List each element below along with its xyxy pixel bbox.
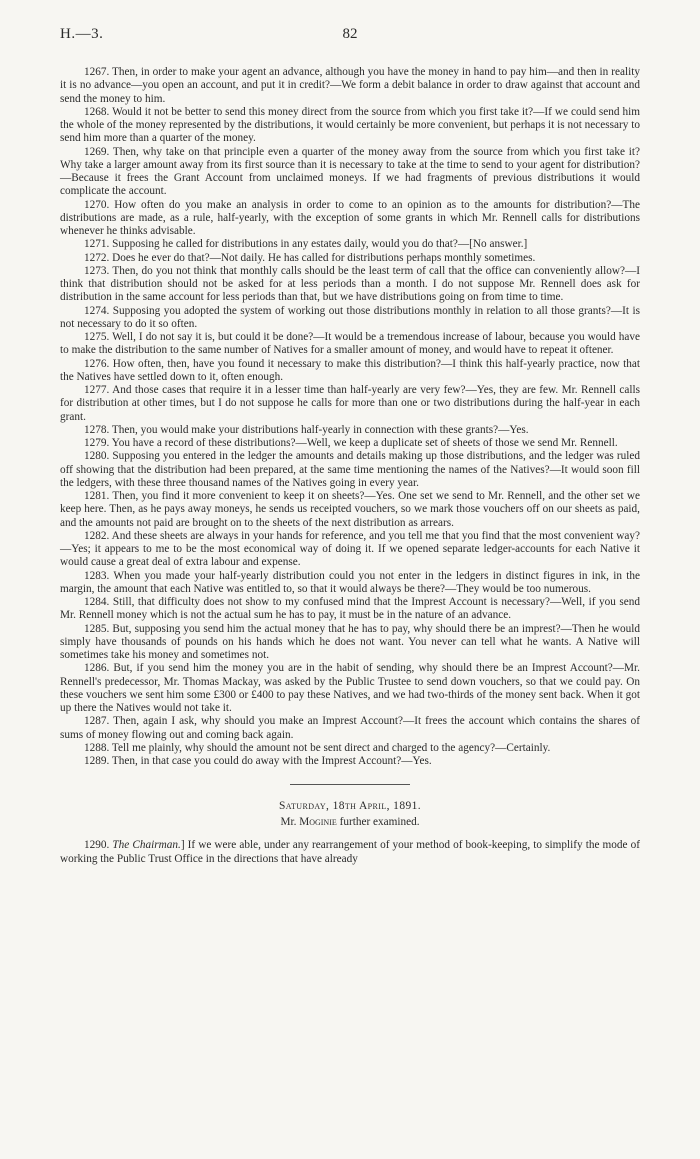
question-text: ] If we were able, under any rearrangement of your method of book-keeping, to simplify the mode of working the Public Trust Office in the directions that have already: [60, 839, 640, 865]
question-paragraph: 1279. You have a record of these distributions?—Well, we keep a duplicate set of sheets of those we send Mr. Rennell.: [84, 437, 618, 449]
question-number: 1290.: [84, 839, 113, 852]
question-paragraph: 1271. Supposing he called for distributions in any estates daily, would you do that?—[No answer.]: [84, 238, 528, 251]
witness-prefix: Mr.: [280, 816, 300, 829]
question-paragraph: 1285. But, supposing you send him the actual money that he has to pay, why should there be an imprest?—Then he would simply have thousands of pounds on his hands which he does not want. You never can tell what he wants. A Native will sometimes take his money and sometimes not.: [60, 622, 640, 661]
section-divider: [290, 784, 410, 785]
witness-name: Moginie: [299, 816, 337, 829]
question-paragraph: 1282. And these sheets are always in your hands for reference, and you tell me that you find that the most convenient way?—Yes; it appears to me to be the most economical way of doing it. If we opened separate ledger-accounts for each Native it would cause a great deal of extra labour and expense.: [60, 529, 640, 569]
question-paragraph: 1278. Then, you would make your distributions half-yearly in connection with these grants?—Yes.: [84, 423, 529, 436]
question-paragraph: 1273. Then, do you not think that monthly calls should be the least term of call that the office can conveniently allow?—I think that distribution should not be asked for at less periods than a month. I do not suppose Mr. Rennell does ask for distribution in the same account for less periods than that, but we have distributions going on from time to time.: [60, 264, 640, 304]
question-paragraph: 1277. And those cases that require it in a lesser time than half-yearly are very few?—Yes, they are few. Mr. Rennell calls for distribution at other times, but I do not suppose he calls for more than one or two distributions during the half-year in each grant.: [60, 384, 640, 423]
paper-reference: H.—3.: [60, 26, 104, 42]
witness-line: [60, 815, 640, 829]
question-paragraph: 1270. How often do you make an analysis in order to come to an opinion as to the amounts for distribution?—The distributions are made, as a rule, half-yearly, with the exception of some grants in which Mr. Rennell calls for distributions whenever he thinks advisable.: [60, 198, 640, 237]
question-paragraph: 1281. Then, you find it more convenient to keep it on sheets?—Yes. One set we send to Mr. Rennell, and the other set we keep here. Then, as he pays away moneys, he sends us receipted vouchers, so we mark those vouchers off on our sheets as paid, and the amounts not paid are brought on to the sheets of the next distribution as arrears.: [60, 490, 640, 529]
speaker-name: The Chairman.: [112, 839, 181, 852]
evidence-body: [60, 66, 640, 866]
question-paragraph: 1284. Still, that difficulty does not show to my confused mind that the Imprest Account is necessary?—Well, if you send Mr. Rennell money which is not the actual sum he has to pay, it must be in the nature of an advance.: [60, 596, 640, 622]
question-paragraph: 1287. Then, again I ask, why should you make an Imprest Account?—It frees the account which contains the shares of sums of money flowing out and coming back again.: [60, 715, 640, 741]
question-paragraph: 1275. Well, I do not say it is, but could it be done?—It would be a tremendous increase of labour, because you would have to make the distribution to the same number of Natives for a smaller amount of money, and would have to repeat it oftener.: [60, 331, 640, 357]
question-paragraph: 1289. Then, in that case you could do away with the Imprest Account?—Yes.: [84, 755, 432, 767]
session-date: Saturday, 18th April, 1891.: [278, 800, 422, 813]
question-paragraph: 1283. When you made your half-yearly distribution could you not enter in the ledgers in distinct figures in ink, in the margin, the amount that each Native was entitled to, so that it would always be there?—They would be too numerous.: [60, 569, 640, 595]
question-paragraph: [60, 839, 640, 866]
witness-suffix: further examined.: [336, 816, 420, 829]
question-paragraph: 1280. Supposing you entered in the ledger the amounts and details making up those distributions, and the ledger was ruled off showing that the distribution had been prepared, at the same time mentioning the names of the Natives?—It would soon fill the ledgers, with these three thousand names of the Natives going in every year.: [60, 450, 640, 489]
question-paragraph: 1269. Then, why take on that principle even a quarter of the money away from the source from which you first take it? Why take a larger amount away from its first source than it is necessary to take at the time to send to your agent for distribution?—Because it frees the Grant Account from unclaimed moneys. If we had fragments of previous distributions it would complicate the account.: [60, 145, 640, 198]
page-header: [60, 26, 640, 54]
question-paragraph: 1276. How often, then, have you found it necessary to make this distribution?—I think this half-yearly practice, now that the Natives have settled down to it, often enough.: [60, 357, 640, 383]
question-paragraph: 1288. Tell me plainly, why should the amount not be sent direct and charged to the agency?—Certainly.: [84, 741, 551, 754]
question-paragraph: 1267. Then, in order to make your agent an advance, although you have the money in hand to pay him—and then in reality it is no advance—you open an account, and put it in credit?—We form a debit balance in order to draw against that account and send the money to him.: [60, 66, 640, 105]
page-number: 82: [342, 26, 358, 42]
question-paragraph: 1272. Does he ever do that?—Not daily. He has called for distributions perhaps monthly sometimes.: [84, 251, 536, 264]
question-paragraph: 1286. But, if you send him the money you are in the habit of sending, why should there be an Imprest Account?—Mr. Rennell's predecessor, Mr. Thomas Mackay, was asked by the Public Trustee to send down vouchers, so that we could pay. On these vouchers we sent him some £300 or £400 to pay these Natives, and we had two-thirds of the money sent back. When it got up there the Natives would not take it.: [60, 662, 640, 714]
question-paragraph: 1268. Would it not be better to send this money direct from the source from which you first take it?—If we could send him the whole of the money represented by the distributions, it would certainly be more convenient, but perhaps it is not necessary to send him more than a quarter of the money.: [60, 105, 640, 145]
question-paragraph: 1274. Supposing you adopted the system of working out those distributions monthly in relation to all those grants?—It is not necessary to do it so often.: [60, 304, 640, 330]
